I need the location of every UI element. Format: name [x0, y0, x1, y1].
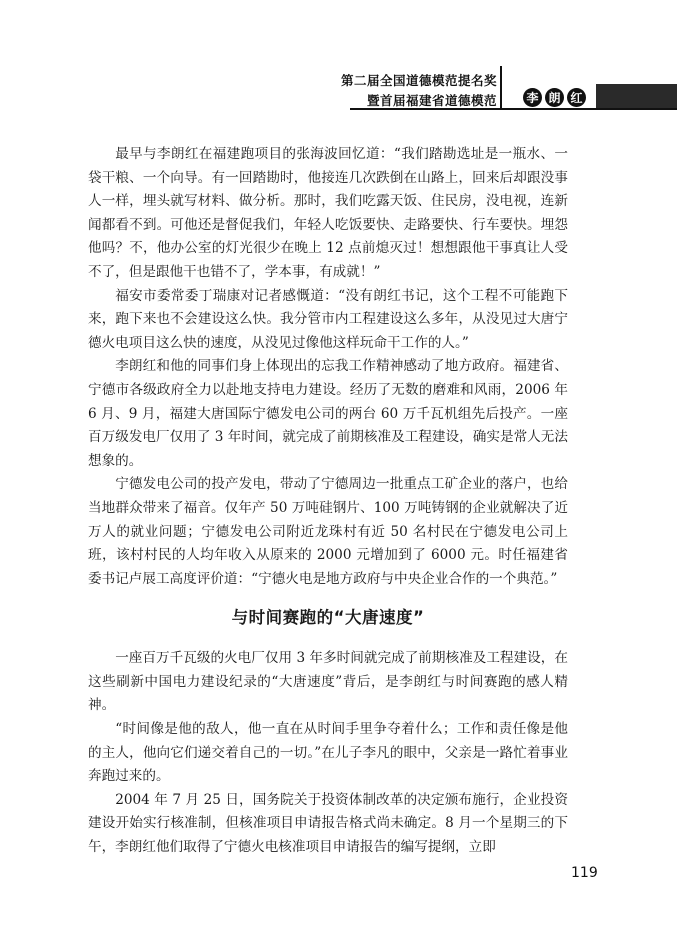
page-body — [88, 143, 568, 860]
section-heading: 与时间赛跑的“大唐速度” — [231, 608, 425, 628]
name-badge-3: 红 — [567, 88, 586, 107]
name-badge-1: 李 — [523, 88, 542, 107]
header-award-line-1: 第二届全国道德模范提名奖 — [340, 73, 497, 88]
page-number: 119 — [571, 865, 598, 881]
paragraph: 福安市委常委丁瑞康对记者感慨道：“没有朗红书记，这个工程不可能跑下来，跑下来也不会建设这么快。我分管市内工程建设这么多年，从没见过大唐宁德火电项目这么快的速度，从没见过像他这样玩命干工作的人。” — [88, 287, 568, 351]
page-header — [0, 0, 677, 120]
name-badge-2: 朗 — [545, 88, 564, 107]
header-decorative-block — [596, 84, 677, 108]
paragraph: “时间像是他的敌人，他一直在从时间手里争夺着什么；工作和责任像是他的主人，他向它们递交着自己的一切。”在儿子李凡的眼中，父亲是一路忙着事业奔跑过来的。 — [88, 721, 568, 785]
header-vertical-divider — [500, 66, 502, 108]
paragraph: 一座百万千瓦级的火电厂仅用 3 年多时间就完成了前期核准及工程建设，在这些刷新中国电力建设纪录的“大唐速度”背后，是李朗红与时间赛跑的感人精神。 — [88, 650, 568, 714]
paragraph: 最早与李朗红在福建跑项目的张海波回忆道：“我们踏勘选址是一瓶水、一袋干粮、一个向导。有一回踏勘时，他接连几次跌倒在山路上，回来后却跟没事人一样，埋头就写材料、做分析。那时，我们吃露天饭、住民房，没电视，连新闻都看不到。可他还是督促我们，年轻人吃饭要快、走路要快、行车要快。埋怨他吗？不，他办公室的灯光很少在晚上 12 点前熄灭过！想想跟他干事真让人受不了，但是跟他干也错不了，学本事，有成就！” — [88, 146, 568, 280]
paragraph: 宁德发电公司的投产发电，带动了宁德周边一批重点工矿企业的落户，也给当地群众带来了福音。仅年产 50 万吨硅钢片、100 万吨铸钢的企业就解决了近万人的就业问题；宁德发电公司附近龙珠村有近 50 名村民在宁德发电公司上班，该村村民的人均年收入从原来的 2000 元增加到了 6000 元。时任福建省委书记卢展工高度评价道：“宁德火电是地方政府与中央企业合作的一个典范。” — [88, 476, 568, 587]
header-rule — [350, 108, 677, 110]
header-award-line-2: 暨首届福建省道德模范 — [366, 93, 497, 108]
paragraph: 李朗红和他的同事们身上体现出的忘我工作精神感动了地方政府。福建省、宁德市各级政府全力以赴地支持电力建设。经历了无数的磨难和风雨，2006 年 6 月、9 月，福建大唐国际宁德发电公司的两台 60 万千瓦机组先后投产。一座百万级发电厂仅用了 3 年时间，就完成了前期核准及工程建设，确实是常人无法想象的。 — [88, 358, 568, 469]
paragraph: 2004 年 7 月 25 日，国务院关于投资体制改革的决定颁布施行，企业投资建设开始实行核准制，但核准项目申请报告格式尚未确定。8 月一个星期三的下午，李朗红他们取得了宁德火电核准项目申请报告的编写提纲，立即 — [88, 791, 568, 856]
